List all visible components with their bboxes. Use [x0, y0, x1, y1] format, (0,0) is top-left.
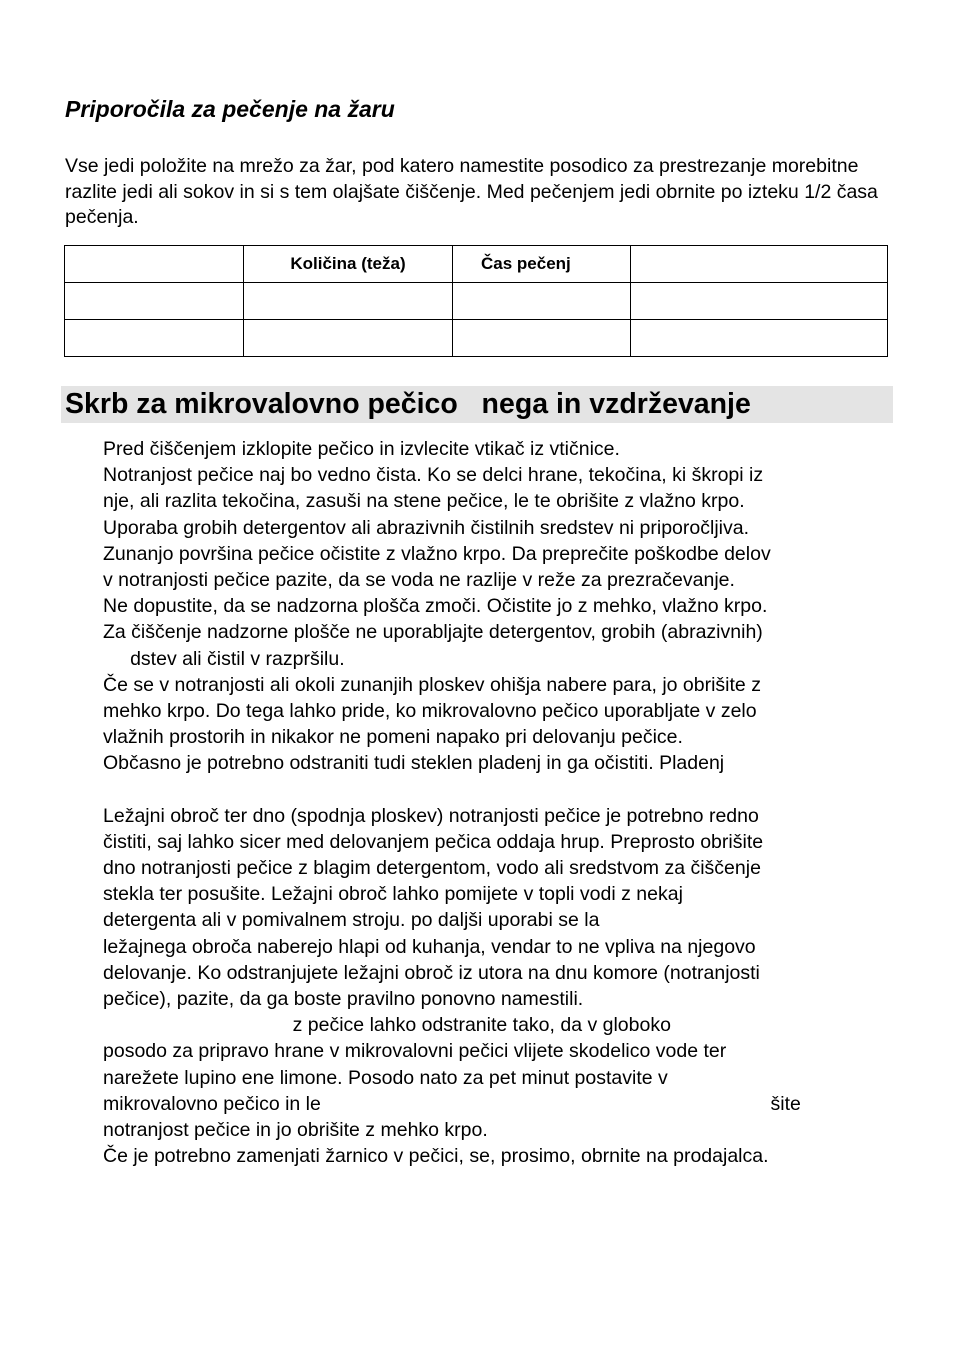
grill-recommendations-heading: Priporočila za pečenje na žaru: [65, 96, 395, 122]
care-section-heading: Skrb za mikrovalovno pečico nega in vzdrževanje: [65, 388, 751, 420]
text-line: v notranjosti pečice pazite, da se voda ne razlije v reže za prezračevanje.: [103, 568, 735, 591]
text-line: Pred čiščenjem izklopite pečico in izvlecite vtikač iz vtičnice.: [103, 438, 620, 460]
text-line: detergenta ali v pomivalnem stroju. po daljši uporabi se la: [103, 909, 600, 932]
text-line: Če je potrebno zamenjati žarnico v pečici, se, prosimo, obrnite na prodajalca.: [103, 1145, 769, 1168]
text-line: narežete lupino ene limone. Posodo nato za pet minut postavite v: [103, 1066, 668, 1089]
table-cell: [631, 283, 888, 320]
table-header-quantity: Količina (teža): [244, 246, 453, 283]
text-line: Ne dopustite, da se nadzorna plošča zmoči. Očistite jo z mehko, vlažno krpo.: [103, 595, 768, 618]
text-line: nje, ali razlita tekočina, zasuši na stene pečice, le te obrišite z vlažno krpo.: [103, 490, 745, 513]
table-row: [65, 320, 888, 357]
grill-table: [64, 245, 888, 357]
text-line: dno notranjosti pečice z blagim detergentom, vodo ali sredstvom za čiščenje: [103, 857, 761, 879]
text-line: mikrovalovno pečico in le šite: [103, 1092, 801, 1115]
table-cell: [65, 283, 244, 320]
table-row: [65, 283, 888, 320]
text-line: stekla ter posušite. Ležajni obroč lahko pomijete v topli vodi z nekaj: [103, 883, 683, 906]
text-line: dstev ali čistil v razpršilu.: [103, 647, 345, 670]
text-line: [103, 776, 903, 802]
text-line: pečice), pazite, da ga boste pravilno ponovno namestili.: [103, 987, 584, 1010]
text-line: mehko krpo. Do tega lahko pride, ko mikrovalovno pečico uporabljate v zelo: [103, 699, 757, 722]
text-line: Če se v notranjosti ali okoli zunanjih ploskev ohišja nabere para, jo obrišite z: [103, 673, 761, 696]
text-line: Notranjost pečice naj bo vedno čista. Ko se delci hrane, tekočina, ki škropi iz: [103, 464, 764, 487]
text-line: posodo za pripravo hrane v mikrovalovni pečici vlijete skodelico vode ter: [103, 1040, 727, 1063]
table-cell: [244, 283, 453, 320]
table-cell: [631, 320, 888, 357]
table-header-row: [65, 246, 888, 283]
text-line: delovanje. Ko odstranjujete ležajni obroč iz utora na dnu komore (notranjosti: [103, 961, 760, 984]
table-cell: [453, 320, 631, 357]
table-header-cell: [631, 246, 888, 283]
text-line: vlažnih prostorih in nikakor ne pomeni napako pri delovanju pečice.: [103, 726, 683, 749]
text-line: notranjost pečice in jo obrišite z mehko krpo.: [103, 1118, 488, 1141]
table-header-time: Čas pečenj: [453, 246, 631, 283]
text-line: Za čiščenje nadzorne plošče ne uporabljajte detergentov, grobih (abrazivnih): [103, 621, 763, 644]
text-line: ležajnega obroča naberejo hlapi od kuhanja, vendar to ne vpliva na njegovo: [103, 935, 756, 958]
text-line: Uporaba grobih detergentov ali abrazivnih čistilnih sredstev ni priporočljiva.: [103, 516, 750, 539]
care-instructions: [103, 436, 903, 1169]
table-header-cell: [65, 246, 244, 283]
text-line: z pečice lahko odstranite tako, da v globoko: [103, 1014, 671, 1037]
text-line: Občasno je potrebno odstraniti tudi steklen pladenj in ga očistiti. Pladenj: [103, 752, 725, 775]
text-line: Zunanjo površina pečice očistite z vlažno krpo. Da preprečite poškodbe delov: [103, 542, 771, 565]
table-cell: [453, 283, 631, 320]
table-cell: [244, 320, 453, 357]
grill-intro-paragraph: Vse jedi položite na mrežo za žar, pod katero namestite posodico za prestrezanje morebitne razlite jedi ali sokov in si s tem olajšate čiščenje. Med pečenjem jedi obrnite po izteku 1/2 časa pečenja.: [65, 155, 878, 228]
text-line: Ležajni obroč ter dno (spodnja ploskev) notranjosti pečice je potrebno redno: [103, 804, 759, 827]
table-cell: [65, 320, 244, 357]
text-line: čistiti, saj lahko sicer med delovanjem pečica oddaja hrup. Preprosto obrišite: [103, 830, 764, 853]
